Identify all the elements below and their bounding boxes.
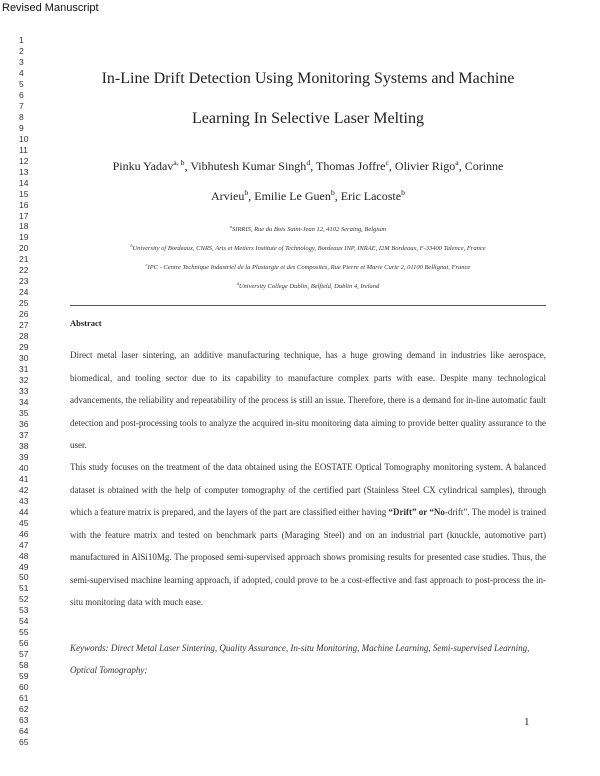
author-affiliation-mark: b xyxy=(244,188,249,197)
line-number: 10 xyxy=(19,133,29,144)
line-number: 20 xyxy=(19,243,29,254)
author-affiliation-mark: a, b xyxy=(173,158,185,167)
author-list-line-1 xyxy=(70,158,546,174)
line-number: 57 xyxy=(19,649,29,660)
line-number: 49 xyxy=(19,561,29,572)
line-number-column xyxy=(19,35,28,748)
author-separator: , xyxy=(334,189,341,203)
line-number: 9 xyxy=(19,122,24,133)
line-number: 5 xyxy=(19,78,24,89)
line-number: 12 xyxy=(19,155,29,166)
line-number: 6 xyxy=(19,89,24,100)
line-number: 64 xyxy=(19,726,29,737)
line-number: 51 xyxy=(19,583,29,594)
line-number: 32 xyxy=(19,375,29,386)
line-number: 42 xyxy=(19,484,29,495)
manuscript-header: Revised Manuscript xyxy=(2,2,99,14)
line-number: 40 xyxy=(19,462,29,473)
line-number: 2 xyxy=(19,45,24,56)
line-number: 4 xyxy=(19,67,24,78)
author-affiliation-mark: d xyxy=(306,158,311,167)
author-separator: , xyxy=(248,189,255,203)
line-number: 17 xyxy=(19,210,29,221)
affiliation-b: $^b$University of Bordeaux, CNRS, Arts et Metiers Institute of Technology, Bordeaux INP, INRAE, I2M Bordeaux, F-33400 Talence, France xyxy=(130,243,486,253)
line-number: 29 xyxy=(19,342,29,353)
author-name: Pinku Yadav xyxy=(112,159,174,173)
line-number: 1 xyxy=(19,35,24,45)
abstract-paragraph-2: This study focuses on the treatment of the data obtained using the EOSTATE Optical Tomography monitoring system. A balanced dataset is obtained with the help of computer tomography of the certified part (Stainless Steel CX cylindrical samples), through which a feature matrix is prepared, and the layers of the part are classified either having “Drift” or “No-drift”. The model is trained with the feature matrix and tested on benchmark parts (Maraging Steel) and on an industrial part (knuckle, automotive part) manufactured in AlSi10Mg. The proposed semi-supervised approach shows promising results for presented case studies. Thus, the semi-supervised machine learning approach, if adopted, could prove to be a cost-effective and fast approach to post-process the in-situ monitoring data with much ease. xyxy=(70,462,546,607)
line-number: 36 xyxy=(19,418,29,429)
line-number: 7 xyxy=(19,100,24,111)
author-name-continued: Arvieu xyxy=(211,189,245,203)
page-number: 1 xyxy=(524,716,530,728)
abstract-paragraph-1: Direct metal laser sintering, an additive manufacturing technique, has a huge growing demand in industries like aerospace, biomedical, and tooling sector due to its capability to manufacture complex parts with ease. Despite many technological advancements, the reliability and repeatability of the process is still an issue. Therefore, there is a demand for in-line automatic fault detection and post-processing tools to analyze the acquired in-situ monitoring data aiming to provide better quality assurance to the user. xyxy=(70,350,546,450)
author-name: Eric Lacoste xyxy=(340,189,402,203)
keywords: Keywords: Direct Metal Laser Sintering, Quality Assurance, In-situ Monitoring, Machine Learning, Semi-supervised Learning, Optical Tomography; xyxy=(70,643,530,675)
author-separator: , xyxy=(184,159,191,173)
line-number: 56 xyxy=(19,638,29,649)
line-number: 47 xyxy=(19,539,29,550)
line-number: 15 xyxy=(19,188,29,199)
line-number: 62 xyxy=(19,704,29,715)
author-affiliation-mark: b xyxy=(401,188,405,197)
paper-title-line-1: In-Line Drift Detection Using Monitoring Systems and Machine xyxy=(101,70,515,87)
line-number: 21 xyxy=(19,254,29,265)
line-number: 65 xyxy=(19,737,29,747)
line-number: 46 xyxy=(19,528,29,539)
line-number: 38 xyxy=(19,440,29,451)
abstract-heading: Abstract xyxy=(70,318,102,328)
line-number: 50 xyxy=(19,572,29,583)
line-number: 30 xyxy=(19,353,29,364)
line-number: 19 xyxy=(19,232,29,243)
line-number: 44 xyxy=(19,506,29,517)
line-number: 59 xyxy=(19,671,29,682)
line-number: 60 xyxy=(19,682,29,693)
author-separator: , xyxy=(310,159,317,173)
line-number: 11 xyxy=(19,144,28,155)
line-number: 18 xyxy=(19,221,29,232)
line-number: 37 xyxy=(19,429,29,440)
line-number: 58 xyxy=(19,660,29,671)
author-name: Vibhutesh Kumar Singh xyxy=(190,159,307,173)
line-number: 43 xyxy=(19,495,29,506)
author-affiliation-mark: b xyxy=(330,188,335,197)
line-number: 52 xyxy=(19,594,29,605)
line-number: 3 xyxy=(19,56,24,67)
line-number: 26 xyxy=(19,309,29,320)
line-number: 27 xyxy=(19,320,29,331)
author-separator: , xyxy=(388,159,395,173)
author-affiliation-mark: c xyxy=(385,158,389,167)
line-number: 16 xyxy=(19,199,29,210)
line-number: 25 xyxy=(19,298,29,309)
line-number: 14 xyxy=(19,177,29,188)
line-number: 28 xyxy=(19,331,29,342)
affiliation-a: $^a$SIRRIS, Rue du Bois Saint-Jean 12, 4102 Seraing, Belgium xyxy=(229,224,387,234)
line-number: 22 xyxy=(19,265,29,276)
line-number: 34 xyxy=(19,396,29,407)
line-number: 35 xyxy=(19,407,29,418)
line-number: 48 xyxy=(19,550,29,561)
section-divider xyxy=(70,305,546,306)
line-number: 23 xyxy=(19,276,29,287)
author-name: Emilie Le Guen xyxy=(254,189,331,203)
line-number: 39 xyxy=(19,451,29,462)
line-number: 31 xyxy=(19,364,29,375)
author-list-line-2 xyxy=(70,188,546,204)
line-number: 54 xyxy=(19,616,29,627)
paper-title-line-2: Learning In Selective Laser Melting xyxy=(192,110,424,127)
line-number: 8 xyxy=(19,111,24,122)
line-number: 55 xyxy=(19,627,29,638)
author-name: Corinne xyxy=(464,159,504,173)
line-number: 41 xyxy=(19,473,29,484)
author-name: Olivier Rigo xyxy=(394,159,456,173)
author-affiliation-mark: a xyxy=(455,158,459,167)
line-number: 45 xyxy=(19,517,29,528)
line-number: 53 xyxy=(19,605,29,616)
affiliation-c: $^c$IPC - Centre Technique Industriel de la Plasturgie et des Composites, Rue Pierre et Marie Curie 2, 01100 Bellignat, France xyxy=(145,262,471,272)
line-number: 63 xyxy=(19,715,29,726)
line-number: 33 xyxy=(19,386,29,396)
line-number: 24 xyxy=(19,287,29,298)
drift-label: “Drift” or “No xyxy=(388,507,445,517)
line-number: 61 xyxy=(19,693,29,704)
affiliation-d: $^d$University College Dublin, Belfield, Dublin 4, Ireland xyxy=(236,281,380,291)
line-number: 13 xyxy=(19,166,29,177)
author-separator: , xyxy=(458,159,465,173)
author-name: Thomas Joffre xyxy=(316,159,386,173)
